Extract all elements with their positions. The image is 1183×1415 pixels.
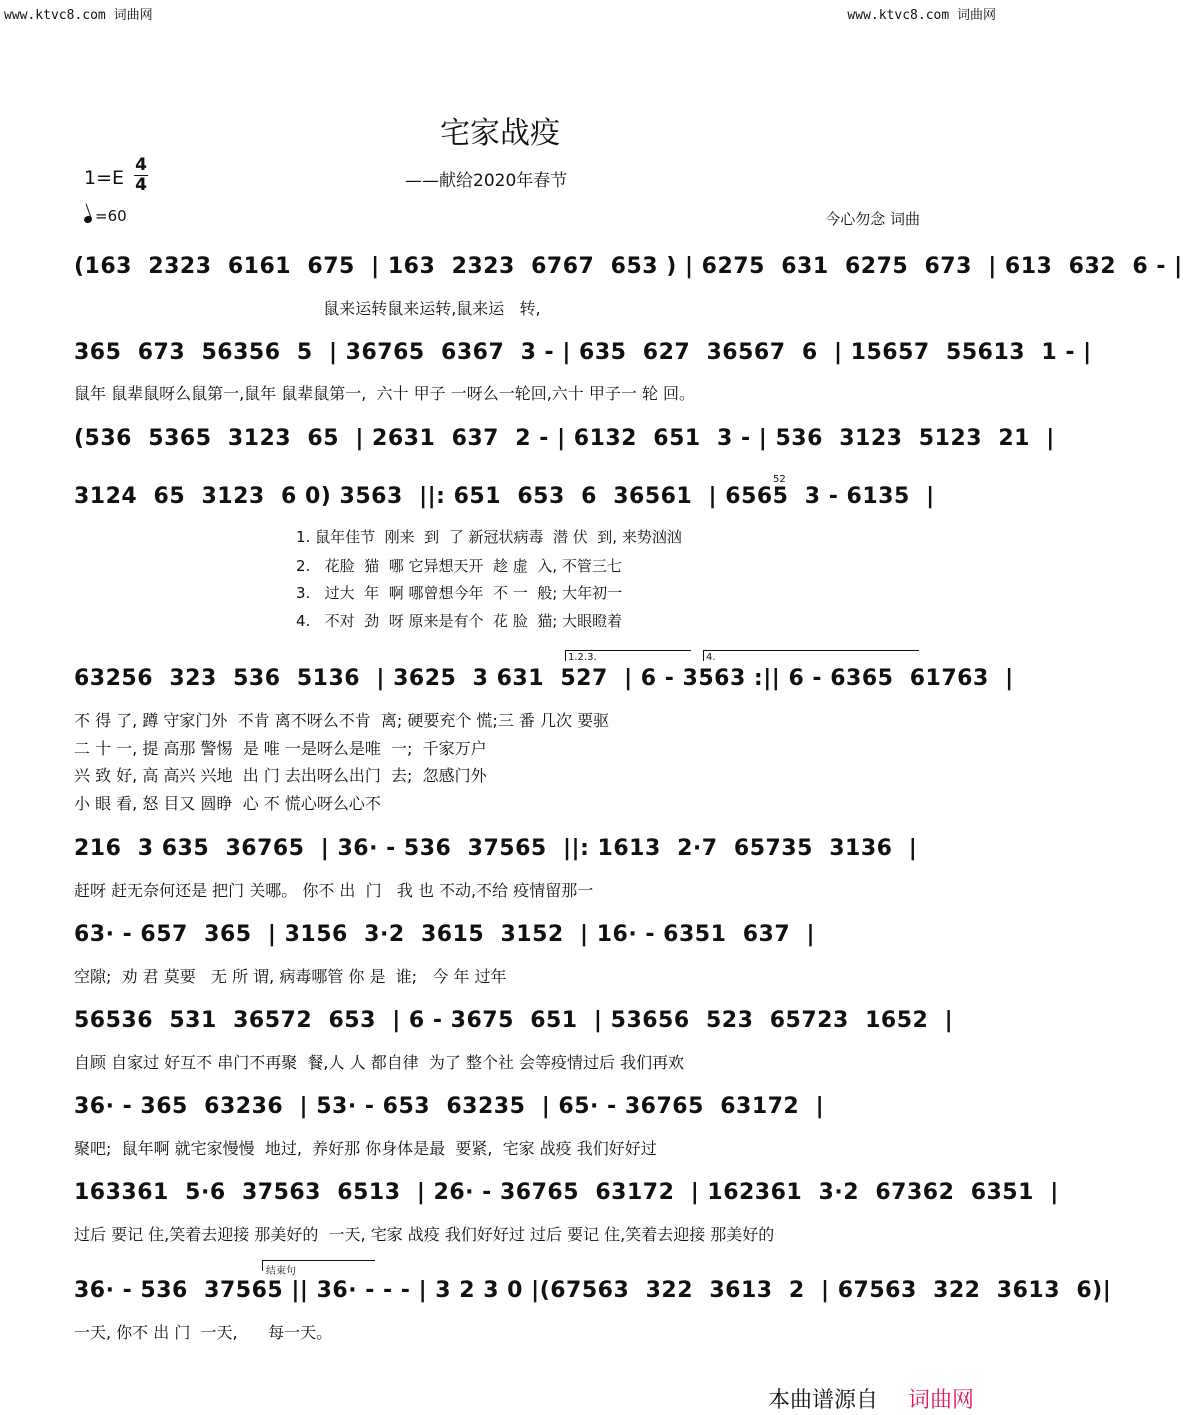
ending-bracket-line-2 — [703, 650, 919, 661]
verse-line-3: 3. 过大 年 啊 哪曾想今年 不 一 般; 大年初一 — [296, 584, 623, 602]
lyrics-row-2: 鼠年 鼠辈鼠呀么鼠第一,鼠年 鼠辈鼠第一, 六十 甲子 一呀么一轮回,六十 甲子一 轮 回。 — [74, 384, 696, 403]
time-signature — [134, 157, 148, 194]
footer-source-text: 本曲谱源自 — [768, 1388, 879, 1413]
music-row-2: 365 673 56356 5 | 36765 6367 3 - | 635 627 36567 6 | 15657 55613 1 - | — [74, 340, 1092, 365]
lyrics-row-5-verse-1: 不 得 了, 蹲 守家门外 不肯 离不呀么不肯 离; 硬要充个 慌;三 番 几次 要驱 — [74, 711, 610, 730]
lyrics-row-1: 鼠来运转鼠来运转,鼠来运 转, — [74, 299, 541, 318]
music-row-3: (536 5365 3123 65 | 2631 637 2 - | 6132 651 3 - | 536 3123 5123 21 | — [74, 426, 1055, 451]
footer-site-logo[interactable]: 词曲网 — [908, 1388, 975, 1413]
music-row-5: 63256 323 536 5136 | 3625 3 631 527 | 6 - 3563 :|| 6 - 6365 61763 | — [74, 666, 1014, 691]
ending-bracket-4: 4. — [706, 652, 716, 663]
music-row-4: 3124 65 3123 6 0) 3563 ||: 651 653 6 36561 | 6565 3 - 6135 | — [74, 484, 935, 509]
lyrics-row-6: 赶呀 赶无奈何还是 把门 关哪。 你不 出 门 我 也 不动,不给 疫情留那一 — [74, 881, 594, 900]
music-row-8: 56536 531 36572 653 | 6 - 3675 651 | 53656 523 65723 1652 | — [74, 1008, 954, 1033]
ending-bracket-123: 1.2.3. — [568, 652, 597, 663]
music-row-7: 63· - 657 365 | 3156 3·2 3615 3152 | 16· - 6351 637 | — [74, 922, 815, 947]
lyrics-row-9: 聚吧; 鼠年啊 就宅家慢慢 地过, 养好那 你身体是最 要紧, 宅家 战疫 我们好好过 — [74, 1139, 657, 1158]
music-row-1: (163 2323 6161 675 | 163 2323 6767 653 ) | 6275 631 6275 673 | 613 632 6 - | — [74, 254, 1183, 279]
lyrics-row-5-verse-4: 小 眼 看, 怒 目又 圆睁 心 不 慌心呀么心不 — [74, 794, 381, 813]
time-top: 4 — [135, 155, 147, 175]
verse-line-4: 4. 不对 劲 呀 原来是有个 花 脸 猫; 大眼瞪着 — [296, 612, 623, 630]
grace-note-mark: 52 — [773, 474, 786, 485]
fine-marker: 结束句 — [266, 1266, 296, 1277]
song-subtitle: ——献给2020年春节 — [405, 171, 568, 191]
tempo-marking — [84, 207, 127, 225]
lyrics-row-11: 一天, 你不 出 门 一天, 每一天。 — [74, 1323, 333, 1342]
time-bottom: 4 — [135, 175, 147, 195]
song-author: 今心勿念 词曲 — [825, 210, 920, 228]
music-row-11: 36· - 536 37565 || 36· - - - | 3 2 3 0 |(67563 322 3613 2 | 67563 322 3613 6)| — [74, 1278, 1112, 1303]
verse-line-1: 1. 鼠年佳节 刚来 到 了 新冠状病毒 潜 伏 到, 来势汹汹 — [296, 528, 682, 546]
ending-bracket-line-1 — [565, 650, 691, 661]
header-right-watermark: www.ktvc8.com 词曲网 — [847, 8, 996, 23]
music-row-9: 36· - 365 63236 | 53· - 653 63235 | 65· - 36765 63172 | — [74, 1094, 825, 1119]
lyrics-row-5-verse-2: 二 十 一, 提 高那 警惕 是 唯 一是呀么是唯 一; 千家万户 — [74, 739, 487, 758]
lyrics-row-7: 空隙; 劝 君 莫要 无 所 谓, 病毒哪管 你 是 谁; 今 年 过年 — [74, 967, 507, 986]
key-signature: 1=E — [84, 167, 125, 189]
fine-bracket-line — [262, 1260, 375, 1271]
music-row-10: 163361 5·6 37563 6513 | 26· - 36765 63172 | 162361 3·2 67362 6351 | — [74, 1180, 1059, 1205]
lyrics-row-5-verse-3: 兴 致 好, 高 高兴 兴地 出 门 去出呀么出门 去; 忽感门外 — [74, 766, 487, 785]
lyrics-row-10: 过后 要记 住,笑着去迎接 那美好的 一天, 宅家 战疫 我们好好过 过后 要记 住,笑着去迎接 那美好的 — [74, 1225, 775, 1244]
verse-line-2: 2. 花脸 猫 哪 它异想天开 趁 虚 入, 不管三七 — [296, 557, 622, 575]
tempo-value: =60 — [95, 207, 127, 225]
quarter-note-icon — [83, 215, 93, 224]
song-title: 宅家战疫 — [440, 116, 560, 151]
lyrics-row-8: 自顾 自家过 好互不 串门不再聚 餐,人 人 都自律 为了 整个社 会等疫情过后 我们再欢 — [74, 1053, 685, 1072]
music-row-6: 216 3 635 36765 | 36· - 536 37565 ||: 1613 2·7 65735 3136 | — [74, 836, 918, 861]
header-left-watermark: www.ktvc8.com 词曲网 — [4, 8, 153, 23]
